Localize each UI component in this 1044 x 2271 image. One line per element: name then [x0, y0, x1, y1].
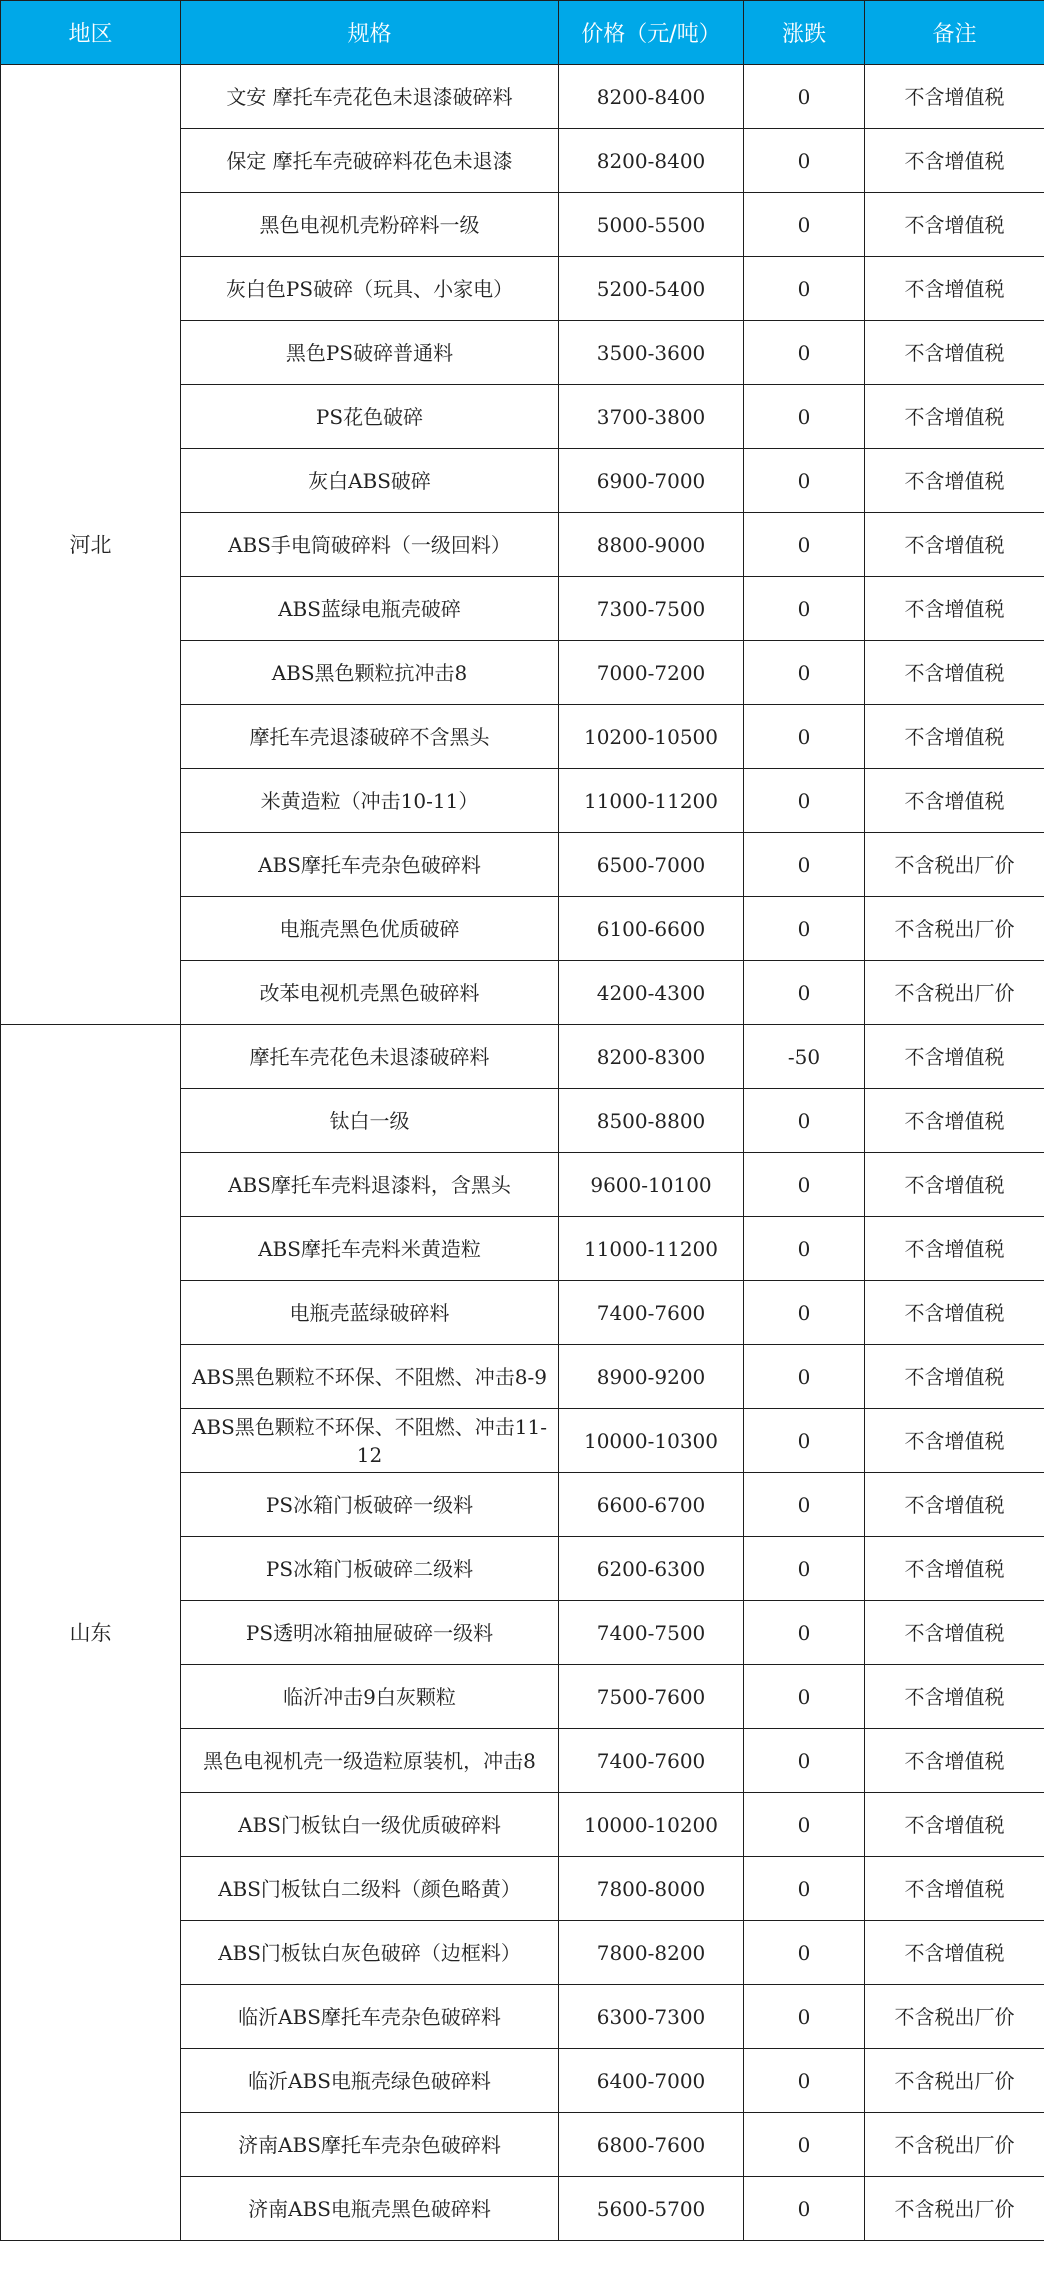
- change-cell: 0: [744, 897, 865, 961]
- note-cell: 不含增值税: [865, 513, 1044, 577]
- change-cell: 0: [744, 193, 865, 257]
- spec-cell: 临沂ABS电瓶壳绿色破碎料: [181, 2049, 559, 2113]
- change-cell: 0: [744, 1665, 865, 1729]
- table-header: [1, 1, 1044, 65]
- note-cell: 不含增值税: [865, 1409, 1044, 1473]
- change-cell: 0: [744, 513, 865, 577]
- note-cell: 不含增值税: [865, 1793, 1044, 1857]
- note-cell: 不含增值税: [865, 577, 1044, 641]
- price-cell: 8200-8400: [559, 129, 744, 193]
- spec-cell: 摩托车壳退漆破碎不含黑头: [181, 705, 559, 769]
- spec-cell: 黑色PS破碎普通料: [181, 321, 559, 385]
- spec-cell: 钛白一级: [181, 1089, 559, 1153]
- price-cell: 6500-7000: [559, 833, 744, 897]
- spec-cell: ABS门板钛白灰色破碎（边框料）: [181, 1921, 559, 1985]
- spec-cell: ABS蓝绿电瓶壳破碎: [181, 577, 559, 641]
- price-cell: 6400-7000: [559, 2049, 744, 2113]
- change-cell: 0: [744, 577, 865, 641]
- price-cell: 6900-7000: [559, 449, 744, 513]
- spec-cell: ABS手电筒破碎料（一级回料）: [181, 513, 559, 577]
- change-cell: 0: [744, 1217, 865, 1281]
- spec-cell: ABS门板钛白二级料（颜色略黄）: [181, 1857, 559, 1921]
- price-cell: 7400-7500: [559, 1601, 744, 1665]
- change-cell: 0: [744, 1857, 865, 1921]
- table-row: [1, 65, 1044, 129]
- spec-cell: 临沂冲击9白灰颗粒: [181, 1665, 559, 1729]
- spec-cell: ABS摩托车壳料米黄造粒: [181, 1217, 559, 1281]
- price-cell: 6200-6300: [559, 1537, 744, 1601]
- change-cell: 0: [744, 1473, 865, 1537]
- price-cell: 8500-8800: [559, 1089, 744, 1153]
- note-cell: 不含税出厂价: [865, 833, 1044, 897]
- spec-cell: PS冰箱门板破碎二级料: [181, 1537, 559, 1601]
- spec-cell: PS透明冰箱抽屉破碎一级料: [181, 1601, 559, 1665]
- note-cell: 不含增值税: [865, 705, 1044, 769]
- spec-cell: ABS摩托车壳料退漆料，含黑头: [181, 1153, 559, 1217]
- region-cell: 山东: [1, 1025, 181, 2241]
- price-cell: 3500-3600: [559, 321, 744, 385]
- price-cell: 10000-10300: [559, 1409, 744, 1473]
- spec-cell: 电瓶壳黑色优质破碎: [181, 897, 559, 961]
- change-cell: 0: [744, 449, 865, 513]
- note-cell: 不含增值税: [865, 1089, 1044, 1153]
- price-cell: 11000-11200: [559, 769, 744, 833]
- spec-cell: ABS黑色颗粒不环保、不阻燃、冲击11-12: [181, 1409, 559, 1473]
- price-cell: 7800-8200: [559, 1921, 744, 1985]
- change-cell: 0: [744, 1409, 865, 1473]
- change-cell: 0: [744, 833, 865, 897]
- note-cell: 不含税出厂价: [865, 2113, 1044, 2177]
- note-cell: 不含增值税: [865, 1665, 1044, 1729]
- price-cell: 5200-5400: [559, 257, 744, 321]
- header-region: 地区: [1, 1, 181, 65]
- price-cell: 6100-6600: [559, 897, 744, 961]
- note-cell: 不含增值税: [865, 769, 1044, 833]
- spec-cell: 保定 摩托车壳破碎料花色未退漆: [181, 129, 559, 193]
- spec-cell: ABS黑色颗粒不环保、不阻燃、冲击8-9: [181, 1345, 559, 1409]
- price-cell: 11000-11200: [559, 1217, 744, 1281]
- note-cell: 不含增值税: [865, 1153, 1044, 1217]
- change-cell: 0: [744, 705, 865, 769]
- note-cell: 不含税出厂价: [865, 961, 1044, 1025]
- change-cell: 0: [744, 321, 865, 385]
- note-cell: 不含增值税: [865, 1473, 1044, 1537]
- spec-cell: ABS黑色颗粒抗冲击8: [181, 641, 559, 705]
- price-cell: 5000-5500: [559, 193, 744, 257]
- note-cell: 不含增值税: [865, 193, 1044, 257]
- change-cell: 0: [744, 385, 865, 449]
- spec-cell: PS冰箱门板破碎一级料: [181, 1473, 559, 1537]
- price-cell: 3700-3800: [559, 385, 744, 449]
- change-cell: 0: [744, 769, 865, 833]
- note-cell: 不含增值税: [865, 65, 1044, 129]
- spec-cell: 电瓶壳蓝绿破碎料: [181, 1281, 559, 1345]
- price-cell: 7500-7600: [559, 1665, 744, 1729]
- header-price: 价格（元/吨）: [559, 1, 744, 65]
- change-cell: 0: [744, 1921, 865, 1985]
- price-cell: 7800-8000: [559, 1857, 744, 1921]
- change-cell: 0: [744, 1985, 865, 2049]
- header-row: [1, 1, 1044, 65]
- spec-cell: 摩托车壳花色未退漆破碎料: [181, 1025, 559, 1089]
- spec-cell: 灰白色PS破碎（玩具、小家电）: [181, 257, 559, 321]
- region-cell: 河北: [1, 65, 181, 1025]
- note-cell: 不含增值税: [865, 641, 1044, 705]
- note-cell: 不含增值税: [865, 1729, 1044, 1793]
- change-cell: 0: [744, 1793, 865, 1857]
- note-cell: 不含增值税: [865, 1601, 1044, 1665]
- price-cell: 6800-7600: [559, 2113, 744, 2177]
- spec-cell: ABS门板钛白一级优质破碎料: [181, 1793, 559, 1857]
- note-cell: 不含税出厂价: [865, 1985, 1044, 2049]
- spec-cell: 黑色电视机壳粉碎料一级: [181, 193, 559, 257]
- spec-cell: ABS摩托车壳杂色破碎料: [181, 833, 559, 897]
- change-cell: 0: [744, 2113, 865, 2177]
- price-cell: 7400-7600: [559, 1729, 744, 1793]
- spec-cell: PS花色破碎: [181, 385, 559, 449]
- spec-cell: 临沂ABS摩托车壳杂色破碎料: [181, 1985, 559, 2049]
- price-cell: 5600-5700: [559, 2177, 744, 2241]
- change-cell: 0: [744, 2049, 865, 2113]
- change-cell: 0: [744, 1089, 865, 1153]
- price-cell: 7000-7200: [559, 641, 744, 705]
- price-cell: 8200-8300: [559, 1025, 744, 1089]
- price-cell: 10000-10200: [559, 1793, 744, 1857]
- note-cell: 不含增值税: [865, 1857, 1044, 1921]
- price-cell: 10200-10500: [559, 705, 744, 769]
- table-body: [1, 65, 1044, 2241]
- spec-cell: 改苯电视机壳黑色破碎料: [181, 961, 559, 1025]
- price-cell: 6300-7300: [559, 1985, 744, 2049]
- change-cell: 0: [744, 129, 865, 193]
- spec-cell: 黑色电视机壳一级造粒原装机，冲击8: [181, 1729, 559, 1793]
- note-cell: 不含增值税: [865, 1345, 1044, 1409]
- note-cell: 不含增值税: [865, 1025, 1044, 1089]
- change-cell: 0: [744, 65, 865, 129]
- change-cell: 0: [744, 2177, 865, 2241]
- spec-cell: 米黄造粒（冲击10-11）: [181, 769, 559, 833]
- note-cell: 不含增值税: [865, 321, 1044, 385]
- note-cell: 不含增值税: [865, 1921, 1044, 1985]
- price-cell: 4200-4300: [559, 961, 744, 1025]
- spec-cell: 文安 摩托车壳花色未退漆破碎料: [181, 65, 559, 129]
- change-cell: 0: [744, 1601, 865, 1665]
- change-cell: 0: [744, 1537, 865, 1601]
- note-cell: 不含增值税: [865, 1281, 1044, 1345]
- table-row: [1, 1025, 1044, 1089]
- price-cell: 9600-10100: [559, 1153, 744, 1217]
- note-cell: 不含增值税: [865, 1537, 1044, 1601]
- header-note: 备注: [865, 1, 1044, 65]
- header-spec: 规格: [181, 1, 559, 65]
- note-cell: 不含增值税: [865, 449, 1044, 513]
- price-cell: 7300-7500: [559, 577, 744, 641]
- spec-cell: 济南ABS电瓶壳黑色破碎料: [181, 2177, 559, 2241]
- price-cell: 7400-7600: [559, 1281, 744, 1345]
- change-cell: 0: [744, 257, 865, 321]
- note-cell: 不含增值税: [865, 1217, 1044, 1281]
- price-cell: 8200-8400: [559, 65, 744, 129]
- change-cell: 0: [744, 961, 865, 1025]
- note-cell: 不含增值税: [865, 257, 1044, 321]
- spec-cell: 济南ABS摩托车壳杂色破碎料: [181, 2113, 559, 2177]
- note-cell: 不含增值税: [865, 129, 1044, 193]
- note-cell: 不含增值税: [865, 385, 1044, 449]
- note-cell: 不含税出厂价: [865, 2177, 1044, 2241]
- note-cell: 不含税出厂价: [865, 897, 1044, 961]
- price-cell: 8900-9200: [559, 1345, 744, 1409]
- header-change: 涨跌: [744, 1, 865, 65]
- change-cell: 0: [744, 1345, 865, 1409]
- change-cell: 0: [744, 641, 865, 705]
- change-cell: -50: [744, 1025, 865, 1089]
- change-cell: 0: [744, 1281, 865, 1345]
- note-cell: 不含税出厂价: [865, 2049, 1044, 2113]
- price-cell: 6600-6700: [559, 1473, 744, 1537]
- change-cell: 0: [744, 1153, 865, 1217]
- change-cell: 0: [744, 1729, 865, 1793]
- spec-cell: 灰白ABS破碎: [181, 449, 559, 513]
- price-cell: 8800-9000: [559, 513, 744, 577]
